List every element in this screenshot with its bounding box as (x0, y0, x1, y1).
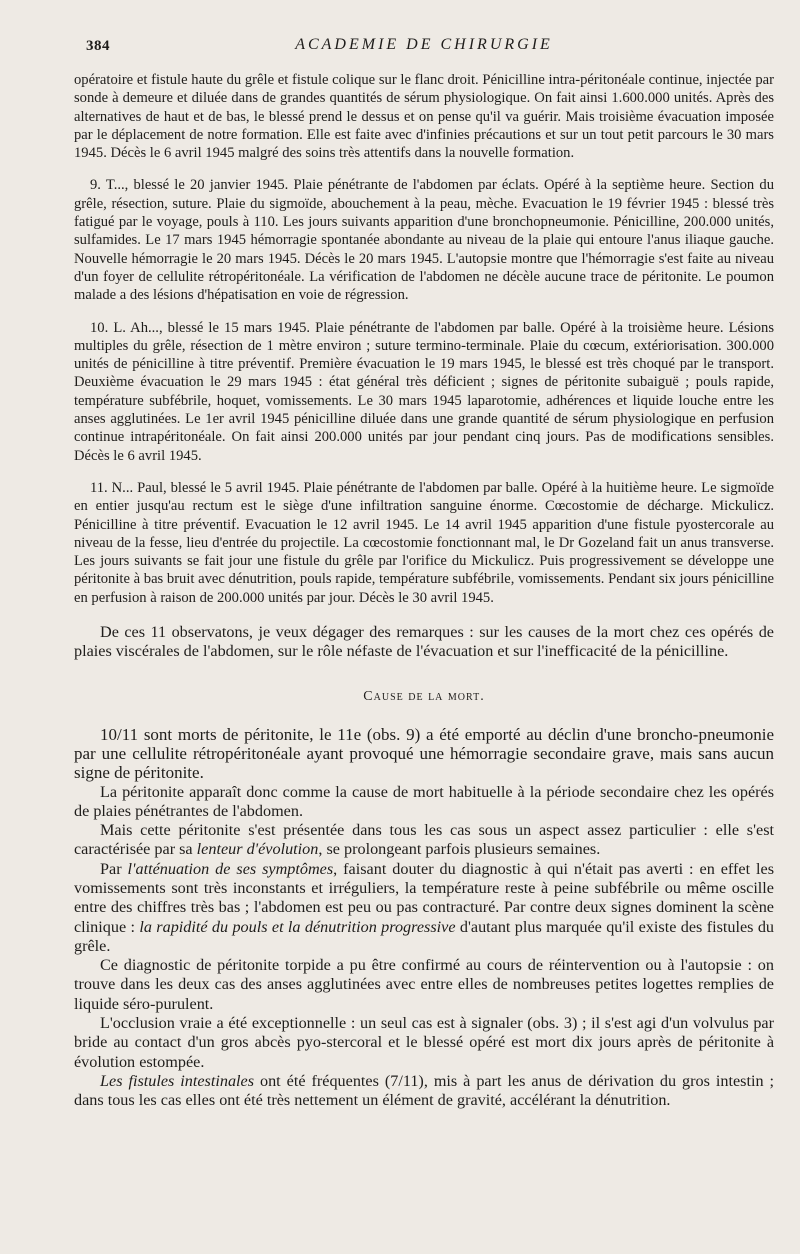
paragraph-occlusion: L'occlusion vraie a été exceptionnelle : un seul cas est à signaler (obs. 3) ; il s'est agi d'un volvulus par bride au contact d'un gros abcès pyo-stercoral et le blessé opéré est mort dix jours après de péritonite à évolution estompée. (74, 1014, 774, 1071)
observation-8-continuation: opératoire et fistule haute du grêle et fistule colique sur le flanc droit. Pénicilline intra-péritonéale continue, injectée par sonde à demeure et diluée dans de grandes quantités de sérum physiologique. On fait ainsi 1.600.000 unités. Après des alternatives de haut et de bas, le blessé prend le dessus et on pense qu'il va guérir. Mais troisième évacuation imposée par le déplacement de notre formation. Elle est faite avec d'infinies précautions et sur un tout petit parcours le 30 mars 1945. Décès le 6 avril 1945 malgré des soins très attentifs dans la nouvelle formation. (74, 72, 774, 162)
text-run: ont été fréquentes (7/11), mis à part les anus de dérivation du gros intestin ; dans tous les cas elles ont été très nettement un élément de gravité, accélérant la dénutrition. (74, 1071, 775, 1110)
text-run: Mais cette péritonite s'est présentée dans tous les cas sous un aspect assez particulier : elle s'est caractérisée par sa (74, 821, 774, 859)
text-run: , faisant douter du diagnostic à qui n'était pas averti : en effet les vomissements sont très inconstants et irréguliers, la température reste à peine subfébrile ou même oscille entre des chiffres très bas ; l'abdomen est peu ou pas contracturé. Par contre deux signes dominent la scène clinique : (74, 859, 775, 936)
running-title: ACADEMIE DE CHIRURGIE (295, 36, 553, 53)
page-number: 384 (86, 38, 110, 54)
intro-paragraph: De ces 11 observatons, je veux dégager des remarques : sur les causes de la mort chez ces opérés de plaies viscérales de l'abdomen, sur le rôle néfaste de l'évacuation et sur l'inefficacité de la pénicilline. (74, 623, 774, 661)
text-run: d'autant plus marquée qu'il existe des fistules du grêle. (74, 917, 775, 955)
text-run: , se prolongeant parfois plusieurs semaines. (318, 840, 601, 859)
observation-11: 11. N... Paul, blessé le 5 avril 1945. Plaie pénétrante de l'abdomen par balle. Opéré à la huitième heure. Le sigmoïde en entier jusqu'au rectum est le siège d'une infiltration sanguine énorme. Cœcostomie de décharge. Mickulicz. Pénicilline à titre préventif. Evacuation le 12 avril 1945. Le 14 avril 1945 apparition d'une fistule pyostercorale au niveau de la fesse, lieu d'entrée du projectile. La cœcostomie fonctionnant mal, le Dr Gozeland fait un anus transverse. Les jours suivants se fait jour une fistule du grêle par l'orifice du Mickulicz. Puis progressivement se développe une péritonite à bas bruit avec dénutrition, pouls rapide, température subfébrile, vomissements. Pendant six jours pénicilline en perfusion à raison de 200.000 unités par jour. Décès le 30 avril 1945. (74, 479, 774, 606)
emphasis-fistulas: Les fistules intestinales (100, 1071, 255, 1090)
paragraph-usual-cause: La péritonite apparaît donc comme la cause de mort habituelle à la période secondaire chez les opérés de plaies pénétrantes de l'abdomen. (74, 782, 774, 820)
observation-9: 9. T..., blessé le 20 janvier 1945. Plaie pénétrante de l'abdomen par éclats. Opéré à la septième heure. Section du grêle, résection, suture. Plaie du sigmoïde, abouchement à la peau, mèche. Evacuation le 19 février 1945 : blessé très fatigué par le voyage, pouls à 110. Les jours suivants apparition d'une bronchopneumonie. Pénicilline, 200.000 unités, sulfamides. Le 17 mars 1945 hémorragie spontanée abondante au niveau de la plaie qui entoure l'anus iliaque gauche. Nouvelle hémorragie le 20 mars 1945. Décès le 20 mars 1945. L'autopsie montre que l'hémorragie s'est faite au niveau d'un foyer de cellulite rétropéritonéale. La vérification de l'abdomen ne décèle aucune trace de péritonite. Le poumon malade a des lésions d'hépatisation en voie de régression. (74, 177, 774, 304)
paragraph-peritonitis-count: 10/11 sont morts de péritonite, le 11e (obs. 9) a été emporté au déclin d'une broncho-pneumonie par une cellulite rétropéritonéale ayant provoqué une hémorragie secondaire grave, mais sans aucun signe de péritonite. (74, 724, 774, 783)
emphasis-slow-evolution: lenteur d'évolution (196, 840, 319, 859)
page-header (74, 32, 774, 62)
emphasis-pulse-denutrition: la rapidité du pouls et la dénutrition progressive (139, 917, 456, 936)
section-heading: Cause de la mort. (363, 688, 485, 704)
paragraph-attenuated-symptoms (74, 860, 774, 956)
paragraph-slow-evolution (74, 821, 774, 860)
observation-10: 10. L. Ah..., blessé le 15 mars 1945. Plaie pénétrante de l'abdomen par balle. Opéré à la troisième heure. Lésions multiples du grêle, résection de 1 mètre environ ; suture termino-terminale. Plaie du cœcum, extériorisation. 300.000 unités de pénicilline à titre préventif. Première évacuation le 19 mars 1945, le blessé est très choqué par le transport. Deuxième évacuation le 29 mars 1945 : état général très déficient ; signes de péritonite subaiguë ; pouls rapide, température subfébrile, hoquet, vomissements. Le 30 mars 1945 laparotomie, adhérences et liquide louche entre les anses agglutinées. Le 1er avril 1945 pénicilline diluée dans une grande quantité de sérum physiologique en perfusion continue intrapéritonéale. On fait ainsi 200.000 unités par jour pendant cinq jours. Pas de modifications sensibles. Décès le 6 avril 1945. (74, 319, 774, 464)
paragraph-fistulas (74, 1072, 774, 1111)
text-run: Par (100, 859, 128, 878)
emphasis-attenuation: l'atténuation de ses symptômes (127, 859, 334, 878)
paragraph-torpid-diagnosis: Ce diagnostic de péritonite torpide a pu être confirmé au cours de réintervention ou à l'autopsie : on trouve dans les deux cas des anses agglutinées avec entre elles de nombreuses petites logettes remplies de liquide séro-purulent. (74, 956, 774, 1013)
